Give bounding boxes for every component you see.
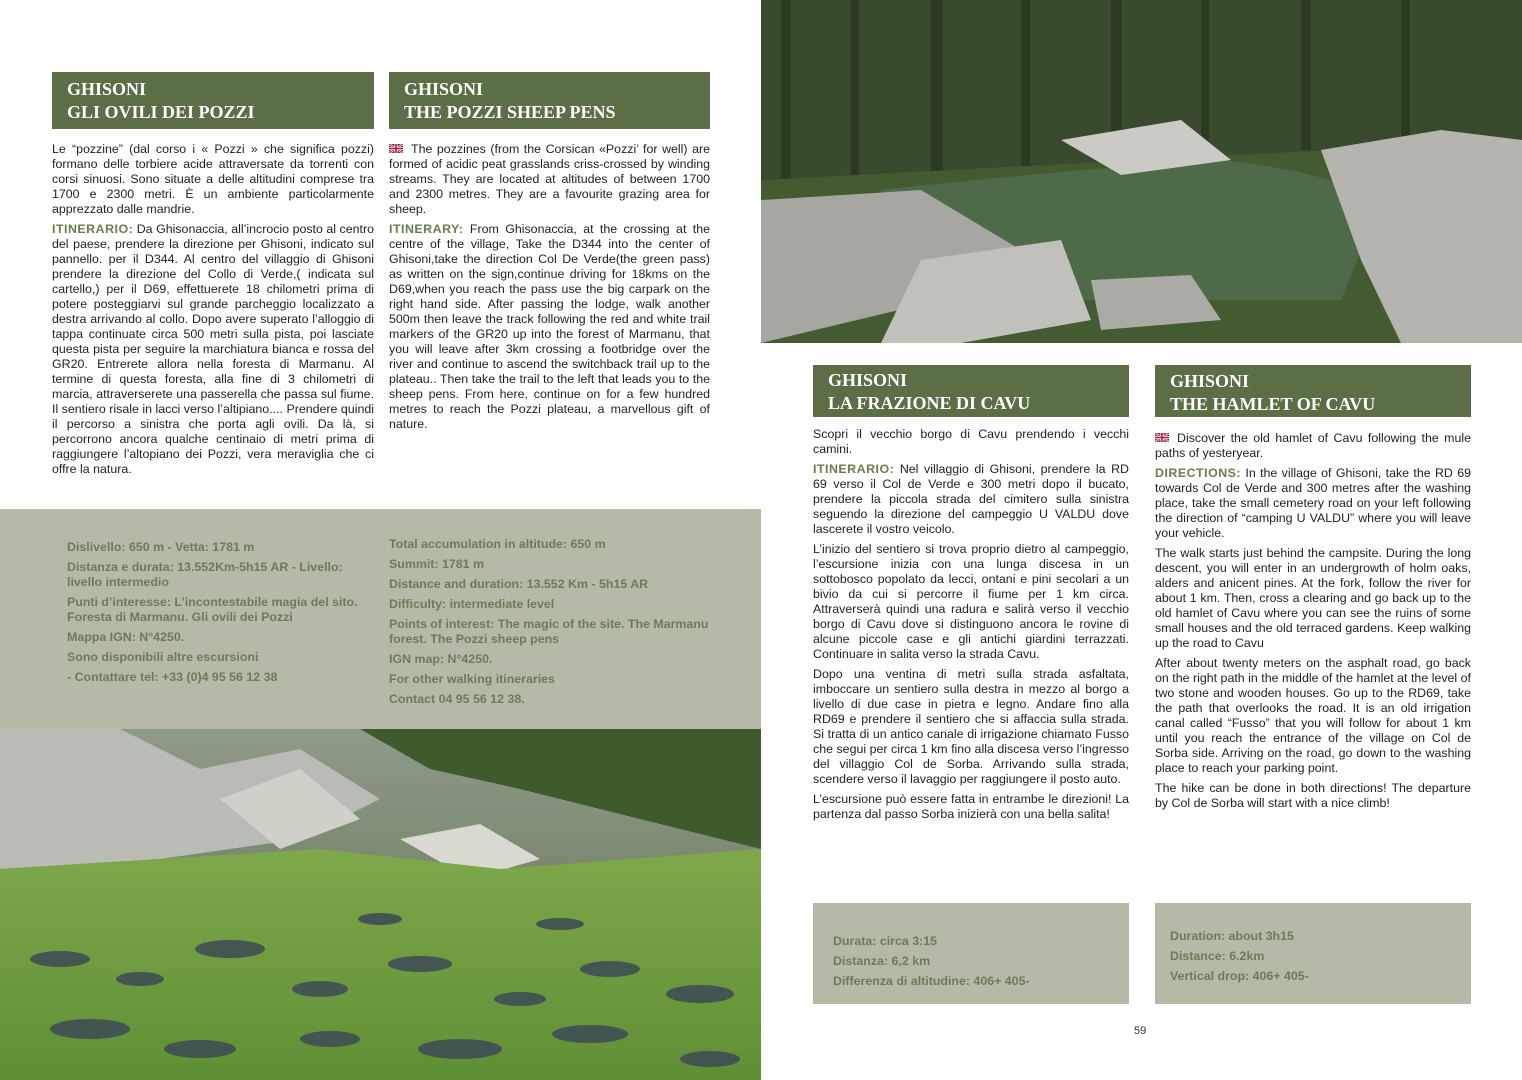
paragraph-en-cavu-2: The walk starts just behind the campsite. During the long descent, you will enter in an undergrowth of holm oaks, alders and anicent pines. At the fork, follow the river for about 1 km. Then, cross a clearing and go back up to the old hamlet of Cavu where you can see the ruins of some small houses and the old terraced gardens. Keep walking up the road to Cavu: [1155, 546, 1471, 650]
paragraph-it-cavu-4: L’escursione può essere fatta in entrambe le direzioni! La partenza dal passo Sorba inizierà con una bella salita!: [813, 792, 1129, 821]
header-en-cavu-line1: GHISONI: [1170, 371, 1250, 391]
itinerary-text-it-cavu: Nel villaggio di Ghisoni, prendere la RD 69 verso il Col de Verde e 300 metri dopo il bucato, prendere la piccola strada del cimitero sulla sinistra seguendo la direzione del campeggio U VALDU dove lascerete il vostro veicolo.: [813, 462, 1129, 536]
uk-flag-icon: [389, 144, 403, 153]
info-it-item: Dislivello: 650 m - Vetta: 1781 m: [67, 540, 255, 554]
photo-river-rocks-image: [761, 0, 1522, 343]
uk-flag-icon: [1155, 433, 1169, 442]
info-list-it-pozzi: [67, 540, 362, 690]
info-list-it-cavu: [833, 934, 1123, 994]
intro-it-pozzi: Le “pozzine” (dal corso i « Pozzi » che significa pozzi) formano delle torbiere acide attraversate da torrenti con corsi sinuosi. Sono situate a delle altitudini comprese tra 1700 e 2300 metri. È un ambiente particolarmente apprezzato dalle mandrie.: [52, 142, 374, 216]
header-it-cavu-line2: LA FRAZIONE DI CAVU: [828, 393, 1031, 413]
info-it-item: Sono disponibili altre escursioni: [67, 650, 259, 664]
photo-pozzi-plateau: [0, 729, 761, 1080]
info-it-item: Punti d’interesse: L’incontestabile magia del sito. Foresta di Marmanu. Gli ovili dei Pozzi: [67, 595, 358, 624]
info-en-item: Contact 04 95 56 12 38.: [389, 692, 525, 706]
header-en-pozzi-line2: THE POZZI SHEEP PENS: [404, 102, 616, 122]
header-it-cavu-line1: GHISONI: [828, 370, 908, 390]
info-it-cavu-item: Durata: circa 3:15: [833, 934, 937, 948]
info-it-item: Distanza e durata: 13.552Km-5h15 AR - Livello: livello intermedio: [67, 560, 343, 589]
info-en-item: Summit: 1781 m: [389, 557, 485, 571]
intro-en-cavu-text: Discover the old hamlet of Cavu following the mule paths of yesteryear.: [1155, 431, 1471, 460]
header-it-cavu: [813, 365, 1129, 417]
itinerary-label-en: ITINERARY:: [389, 222, 464, 236]
intro-en-pozzi: [389, 142, 710, 217]
header-en-cavu-line2: THE HAMLET OF CAVU: [1170, 394, 1376, 414]
paragraph-en-cavu-4: The hike can be done in both directions! The departure by Col de Sorba will start with a nice climb!: [1155, 781, 1471, 810]
text-it-pozzi: [52, 142, 374, 482]
itinerary-en-pozzi: [389, 222, 710, 432]
itinerary-label-it: ITINERARIO:: [52, 222, 134, 236]
paragraph-it-cavu-2: L’inizio del sentiero si trova proprio dietro al campeggio, l’escursione inizia con una lunga discesa in un sottobosco popolato da lecci, ontani e pini secolari a un bivio da cui si percorre il fiume per 1 km circa. Attraverserà quindi una radura e salirà verso il vecchio borgo di Cavu dove si distinguono ancora le rovine di alcune piccole case e gli antichi giardini terrazzati. Continuare in salita verso la strada Cavu.: [813, 542, 1129, 661]
itinerary-it-pozzi: [52, 222, 374, 477]
header-it-pozzi-line1: GHISONI: [67, 79, 147, 99]
text-it-cavu: [813, 427, 1129, 827]
itinerary-it-cavu: [813, 462, 1129, 537]
intro-it-cavu: Scopri il vecchio borgo di Cavu prendendo i vecchi camini.: [813, 427, 1129, 456]
info-en-item: IGN map: N°4250.: [389, 652, 493, 666]
photo-pozzi-plateau-image: [0, 729, 761, 1080]
text-en-cavu: [1155, 431, 1471, 816]
intro-en-cavu: [1155, 431, 1471, 461]
paragraph-it-cavu-3: Dopo una ventina di metri sulla strada asfaltata, imboccare un sentiero sulla destra in mezzo al borgo a livello di due case in pietra e legno. Andare fino alla RD69 e prendere il sentiero che si affaccia sulla strada. Si tratta di un antico canale di irrigazione chiamato Fusso che segui per circa 1 km fino alla discesa verso l’ingresso del villaggio Col de Sorba. Arrivando sulla strada, scendere verso il lavaggio per raggiungere il posto auto.: [813, 667, 1129, 786]
photo-river-rocks: [761, 0, 1522, 343]
paragraph-en-cavu-3: After about twenty meters on the asphalt road, go back on the right path in the middle of the hamlet at the level of two stone and wooden houses. Go up to the RD69, take the path that overlooks the road. It is an old irrigation canal called “Fusso” that you will follow for about 1 km until you reach the entrance of the village on Col de Sorba side. Arriving on the road, go down to the washing place to reach your parking point.: [1155, 656, 1471, 775]
directions-text-en: In the village of Ghisoni, take the RD 69 towards Col de Verde and 300 metres after the washing place, take the small cemetery road on your left following the direction of “camping U VALDU” where you will leave your vehicle.: [1155, 466, 1471, 540]
itinerary-text-en: From Ghisonaccia, at the crossing at the centre of the village, Take the D344 into the center of Ghisoni,take the direction Col De Verde(the green pass) as written on the sign,continue driving for 18kms on the D69,when you reach the pass use the big carpark on the right hand side. After passing the lodge, walk another 500m then leave the track following the red and white trail markers of the GR20 up into the forest of Marmanu, that you will leave after 3km crossing a footbridge over the river and continue to ascend the switchback trail up to the plateau.. Then take the trail to the left that leads you to the sheep pens. From here, continue on for a few hundred metres to reach the Pozzi plateau, a marvellous gift of nature.: [389, 222, 710, 431]
directions-label-en: DIRECTIONS:: [1155, 466, 1242, 480]
info-en-item: Total accumulation in altitude: 650 m: [389, 537, 606, 551]
info-en-cavu-item: Duration: about 3h15: [1170, 929, 1294, 943]
header-en-pozzi: [389, 72, 710, 129]
info-en-item: Distance and duration: 13.552 Km - 5h15 AR: [389, 577, 649, 591]
itinerary-text-it: Da Ghisonaccia, all’incrocio posto al centro del paese, prendere la direzione per Ghisoni, indicato sul pannello. per il D344. Al centro del villaggio di Ghisoni prendere la direzione del Collo di Verde,( indicata sul cartello,) per il D69, effettuerete 18 chilometri prima di potere posteggiarvi sul grande parcheggio localizzato a destra arrivando al collo. Dopo avere superato l’alloggio di tappa continuate circa 500 metri sulla pista, poi lasciate questa pista per seguire la marchiatura bianca e rossa del GR20. Entrerete allora nella foresta di Marmanu. Al termine di questa foresta, alla fine di 3 chilometri di marcia, attraverserete una passerella che passa sul fiume. Il sentiero risale in lacci verso l’altipiano.... Prendere quindi il percorso a sinistra che porta agli ovili. Da là, si percorrono ancora qualche centinaio di metri prima di raggiungere l’altopiano dei Pozzi, vera meraviglia che ci offre la natura.: [52, 222, 374, 476]
page-number: 59: [1134, 1025, 1147, 1037]
info-it-cavu-item: Distanza: 6,2 km: [833, 954, 931, 968]
info-it-item: Mappa IGN: N°4250.: [67, 630, 185, 644]
info-en-item: Difficulty: intermediate level: [389, 597, 555, 611]
header-en-cavu: [1155, 365, 1471, 417]
header-it-pozzi: [52, 72, 374, 129]
intro-en-pozzi-text: The pozzines (from the Corsican «Pozzi’ for well) are formed of acidic peat grasslands criss-crossed by winding streams. They are located at altitudes of between 1700 and 2300 metres. They are a favourite grazing area for sheep.: [389, 142, 710, 216]
info-en-cavu-item: Distance: 6.2km: [1170, 949, 1265, 963]
itinerary-label-it-cavu: ITINERARIO:: [813, 462, 895, 476]
info-list-en-cavu: [1170, 929, 1460, 989]
info-list-en-pozzi: [389, 537, 714, 712]
directions-en-cavu: [1155, 466, 1471, 541]
info-it-cavu-item: Differenza di altitudine: 406+ 405-: [833, 974, 1030, 988]
header-it-pozzi-line2: GLI OVILI DEI POZZI: [67, 102, 255, 122]
header-en-pozzi-line1: GHISONI: [404, 79, 484, 99]
info-en-item: For other walking itineraries: [389, 672, 555, 686]
info-it-item: - Contattare tel: +33 (0)4 95 56 12 38: [67, 670, 278, 684]
info-en-cavu-item: Vertical drop: 406+ 405-: [1170, 969, 1309, 983]
text-en-pozzi: [389, 142, 710, 437]
info-en-item: Points of interest: The magic of the site. The Marmanu forest. The Pozzi sheep pens: [389, 617, 709, 646]
